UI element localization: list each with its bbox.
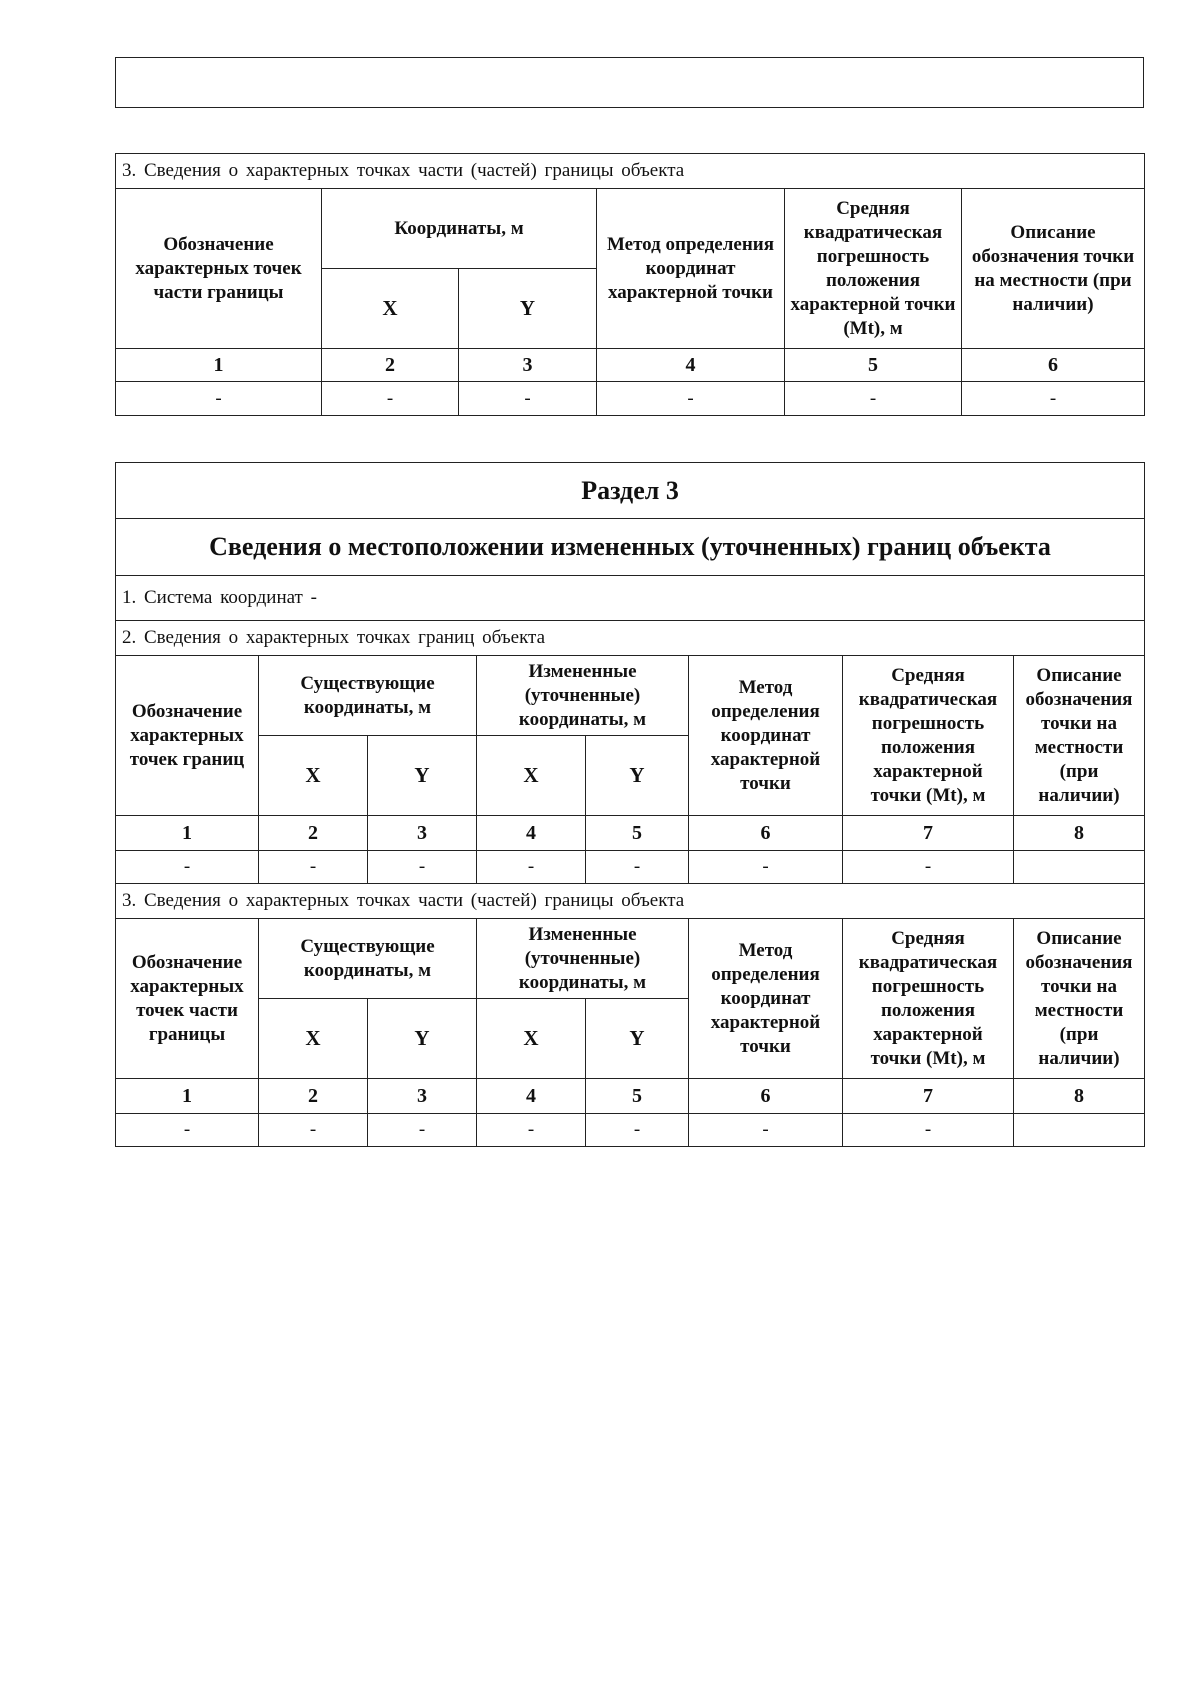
table-cell xyxy=(1014,851,1145,884)
header-y: Y xyxy=(459,269,597,349)
table-cell: - xyxy=(259,851,368,884)
column-number: 4 xyxy=(477,816,586,851)
table-cell: - xyxy=(259,1114,368,1147)
table-cell: - xyxy=(116,382,322,416)
header-x: X xyxy=(322,269,459,349)
column-number: 8 xyxy=(1014,816,1145,851)
header-designation: Обозначение характерных точек границ xyxy=(116,656,259,816)
header-description: Описание обозначения точки на местности (при наличии) xyxy=(1014,919,1145,1079)
column-number: 6 xyxy=(689,1079,843,1114)
table-cell: - xyxy=(368,851,477,884)
column-number: 2 xyxy=(259,1079,368,1114)
header-x: X xyxy=(259,999,368,1079)
coordinate-system-label: 1. Система координат - xyxy=(116,576,1145,621)
column-number: 7 xyxy=(843,1079,1014,1114)
table-row xyxy=(116,1114,1145,1147)
column-number: 4 xyxy=(477,1079,586,1114)
table-cell: - xyxy=(785,382,962,416)
column-number: 3 xyxy=(459,349,597,382)
column-number: 5 xyxy=(785,349,962,382)
header-y: Y xyxy=(368,999,477,1079)
table-cell: - xyxy=(116,851,259,884)
column-number: 5 xyxy=(586,1079,689,1114)
column-number: 1 xyxy=(116,349,322,382)
boundary-points-caption: 2. Сведения о характерных точках границ объекта xyxy=(116,621,1145,656)
header-coordinates: Координаты, м xyxy=(322,189,597,269)
header-method: Метод определения координат характерной точки xyxy=(689,656,843,816)
column-number: 6 xyxy=(962,349,1145,382)
header-changed-coordinates: Измененные (уточненные) координаты, м xyxy=(477,919,689,999)
table-cell: - xyxy=(477,1114,586,1147)
part-points-caption: 3. Сведения о характерных точках части (частей) границы объекта xyxy=(116,884,1145,919)
column-number: 2 xyxy=(322,349,459,382)
section-title: Раздел 3 xyxy=(116,463,1145,519)
empty-top-table xyxy=(115,57,1144,108)
column-number: 2 xyxy=(259,816,368,851)
empty-cell xyxy=(116,58,1144,108)
header-x: X xyxy=(259,736,368,816)
table-cell: - xyxy=(597,382,785,416)
header-existing-coordinates: Существующие координаты, м xyxy=(259,656,477,736)
table-cell xyxy=(1014,1114,1145,1147)
table-cell: - xyxy=(843,851,1014,884)
header-y: Y xyxy=(368,736,477,816)
header-method: Метод определения координат характерной точки xyxy=(597,189,785,349)
table-cell: - xyxy=(586,1114,689,1147)
header-method: Метод определения координат характерной точки xyxy=(689,919,843,1079)
column-number: 5 xyxy=(586,816,689,851)
column-number: 4 xyxy=(597,349,785,382)
header-designation: Обозначение характерных точек части границы xyxy=(116,189,322,349)
table-row xyxy=(116,851,1145,884)
column-number: 7 xyxy=(843,816,1014,851)
header-designation: Обозначение характерных точек части границы xyxy=(116,919,259,1079)
table-cell: - xyxy=(368,1114,477,1147)
table-row xyxy=(116,382,1145,416)
table-cell: - xyxy=(689,851,843,884)
header-error: Средняя квадратическая погрешность положения характерной точки (Mt), м xyxy=(785,189,962,349)
header-description: Описание обозначения точки на местности (при наличии) xyxy=(1014,656,1145,816)
table-cell: - xyxy=(477,851,586,884)
section-subtitle: Сведения о местоположении измененных (уточненных) границ объекта xyxy=(116,519,1145,576)
table-cell: - xyxy=(962,382,1145,416)
part-points-table xyxy=(115,153,1145,416)
header-y: Y xyxy=(586,736,689,816)
column-number: 6 xyxy=(689,816,843,851)
header-error: Средняя квадратическая погрешность положения характерной точки (Mt), м xyxy=(843,919,1014,1079)
header-y: Y xyxy=(586,999,689,1079)
header-x: X xyxy=(477,736,586,816)
column-number: 3 xyxy=(368,816,477,851)
column-number: 1 xyxy=(116,1079,259,1114)
table-cell: - xyxy=(586,851,689,884)
table-cell: - xyxy=(459,382,597,416)
column-number: 8 xyxy=(1014,1079,1145,1114)
table-cell: - xyxy=(843,1114,1014,1147)
header-error: Средняя квадратическая погрешность положения характерной точки (Mt), м xyxy=(843,656,1014,816)
header-changed-coordinates: Измененные (уточненные) координаты, м xyxy=(477,656,689,736)
section-3-table xyxy=(115,462,1145,1147)
column-number: 3 xyxy=(368,1079,477,1114)
table-caption: 3. Сведения о характерных точках части (частей) границы объекта xyxy=(116,154,1145,189)
column-number: 1 xyxy=(116,816,259,851)
table-cell: - xyxy=(689,1114,843,1147)
table-cell: - xyxy=(116,1114,259,1147)
header-x: X xyxy=(477,999,586,1079)
header-existing-coordinates: Существующие координаты, м xyxy=(259,919,477,999)
header-description: Описание обозначения точки на местности (при наличии) xyxy=(962,189,1145,349)
table-cell: - xyxy=(322,382,459,416)
